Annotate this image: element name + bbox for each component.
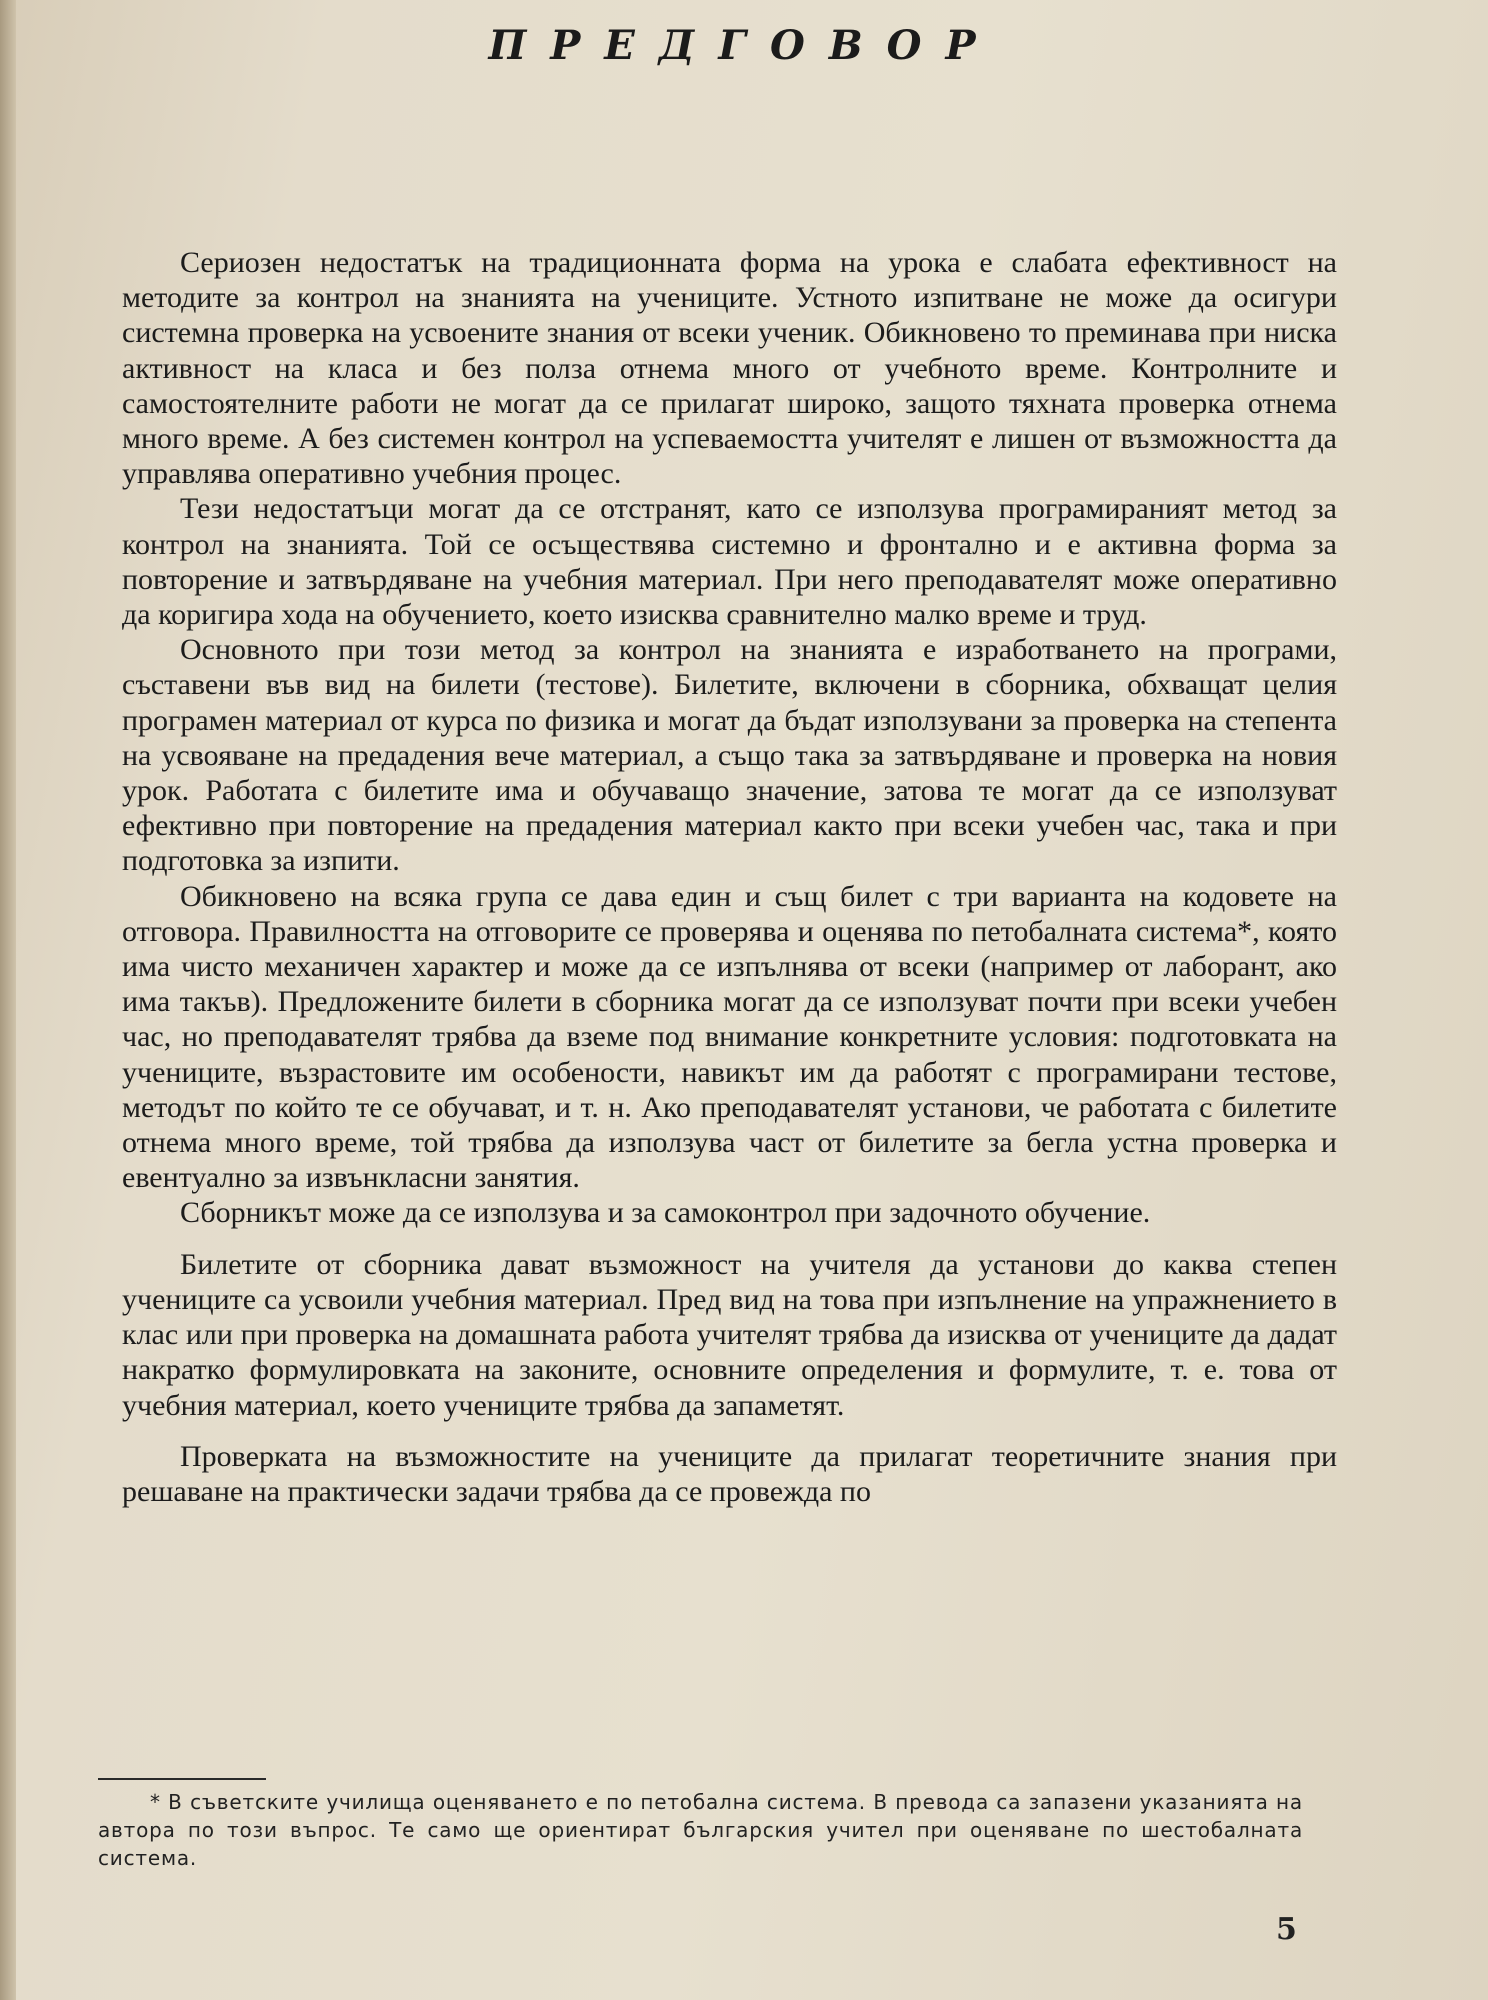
page-number: 5 (1276, 1912, 1297, 1947)
paragraph-1: Сериозен недостатък на традиционната форма на урока е слабата ефективност на методите за контрол на знанията на учениците. Устното изпитване не може да осигури системна проверка на усвоените знания от всеки ученик. Обикновено то преминава при ниска активност на класа и без полза отнема много от учебното време. Контролните и самостоятелните работи не могат да се прилагат широко, защото тяхната проверка отнема много време. А без системен контрол на успеваемостта учителят е лишен от възможността да управлява оперативно учебния процес. (122, 246, 1337, 491)
paragraph-6: Билетите от сборника дават възможност на учителя да установи до каква степен учениците са усвоили учебния материал. Пред вид на това при изпълнение на упражнението в клас или при проверка на домашната работа учителят трябва да изисква от учениците да дадат накратко формулировката на законите, основните определения и формулите, т. е. това от учебния материал, което учениците трябва да запаметят. (122, 1247, 1337, 1422)
footnote (98, 1788, 1303, 1872)
paragraph-2: Тези недостатъци могат да се отстранят, като се използува програмираният метод за контрол на знанията. Той се осъществява системно и фронтално и е активна форма за повторение и затвърдяване на учебния материал. При него преподавателят може оперативно да коригира хода на обучението, което изисква сравнително малко време и труд. (122, 492, 1337, 632)
footnote-rule (98, 1778, 266, 1780)
preface-body (122, 245, 1337, 1509)
paragraph-7: Проверката на възможностите на учениците да прилагат теоретичните знания при решаване на практически задачи трябва да се провежда по (122, 1439, 1337, 1508)
paragraph-5: Сборникът може да се използува и за самоконтрол при задочното обучение. (180, 1196, 1151, 1230)
paragraph-4: Обикновено на всяка група се дава един и същ билет с три варианта на кодовете на отговора. Правилността на отговорите се проверява и оценява по петобалната система*, която има чисто механичен характер и може да се изпълнява от всеки (например от лаборант, ако има такъв). Предложените билети в сборника могат да се използуват почти при всеки учебен час, но преподавателят трябва да вземе под внимание конкретните условия: подготовката на учениците, възрастовите им особености, навикът им да работят с програмирани тестове, методът по който те се обучават, и т. н. Ако преподавателят установи, че работата с билетите отнема много време, той трябва да използува част от билетите за бегла устна проверка и евентуално за извънкласни занятия. (122, 879, 1337, 1195)
page-binding-edge (0, 0, 16, 2000)
footnote-text: * В съветските училища оценяването е по петобална система. В превода са запазени указанията на автора по този въпрос. Те само ще ориентират българския учител при оценяване по шестобалната система. (98, 1790, 1303, 1870)
page-title: ПРЕДГОВОР (488, 22, 1000, 69)
paragraph-3: Основното при този метод за контрол на знанията е изработването на програми, съставени във вид на билети (тестове). Билетите, включени в сборника, обхващат целия програмен материал от курса по физика и могат да бъдат използувани за проверка на степента на усвояване на предадения вече материал, а също така за затвърдяване и проверка на новия урок. Работата с билетите има и обучаващо значение, затова те могат да се използуват ефективно при повторение на предадения материал както при всеки учебен час, така и при подготовка за изпити. (122, 633, 1337, 878)
